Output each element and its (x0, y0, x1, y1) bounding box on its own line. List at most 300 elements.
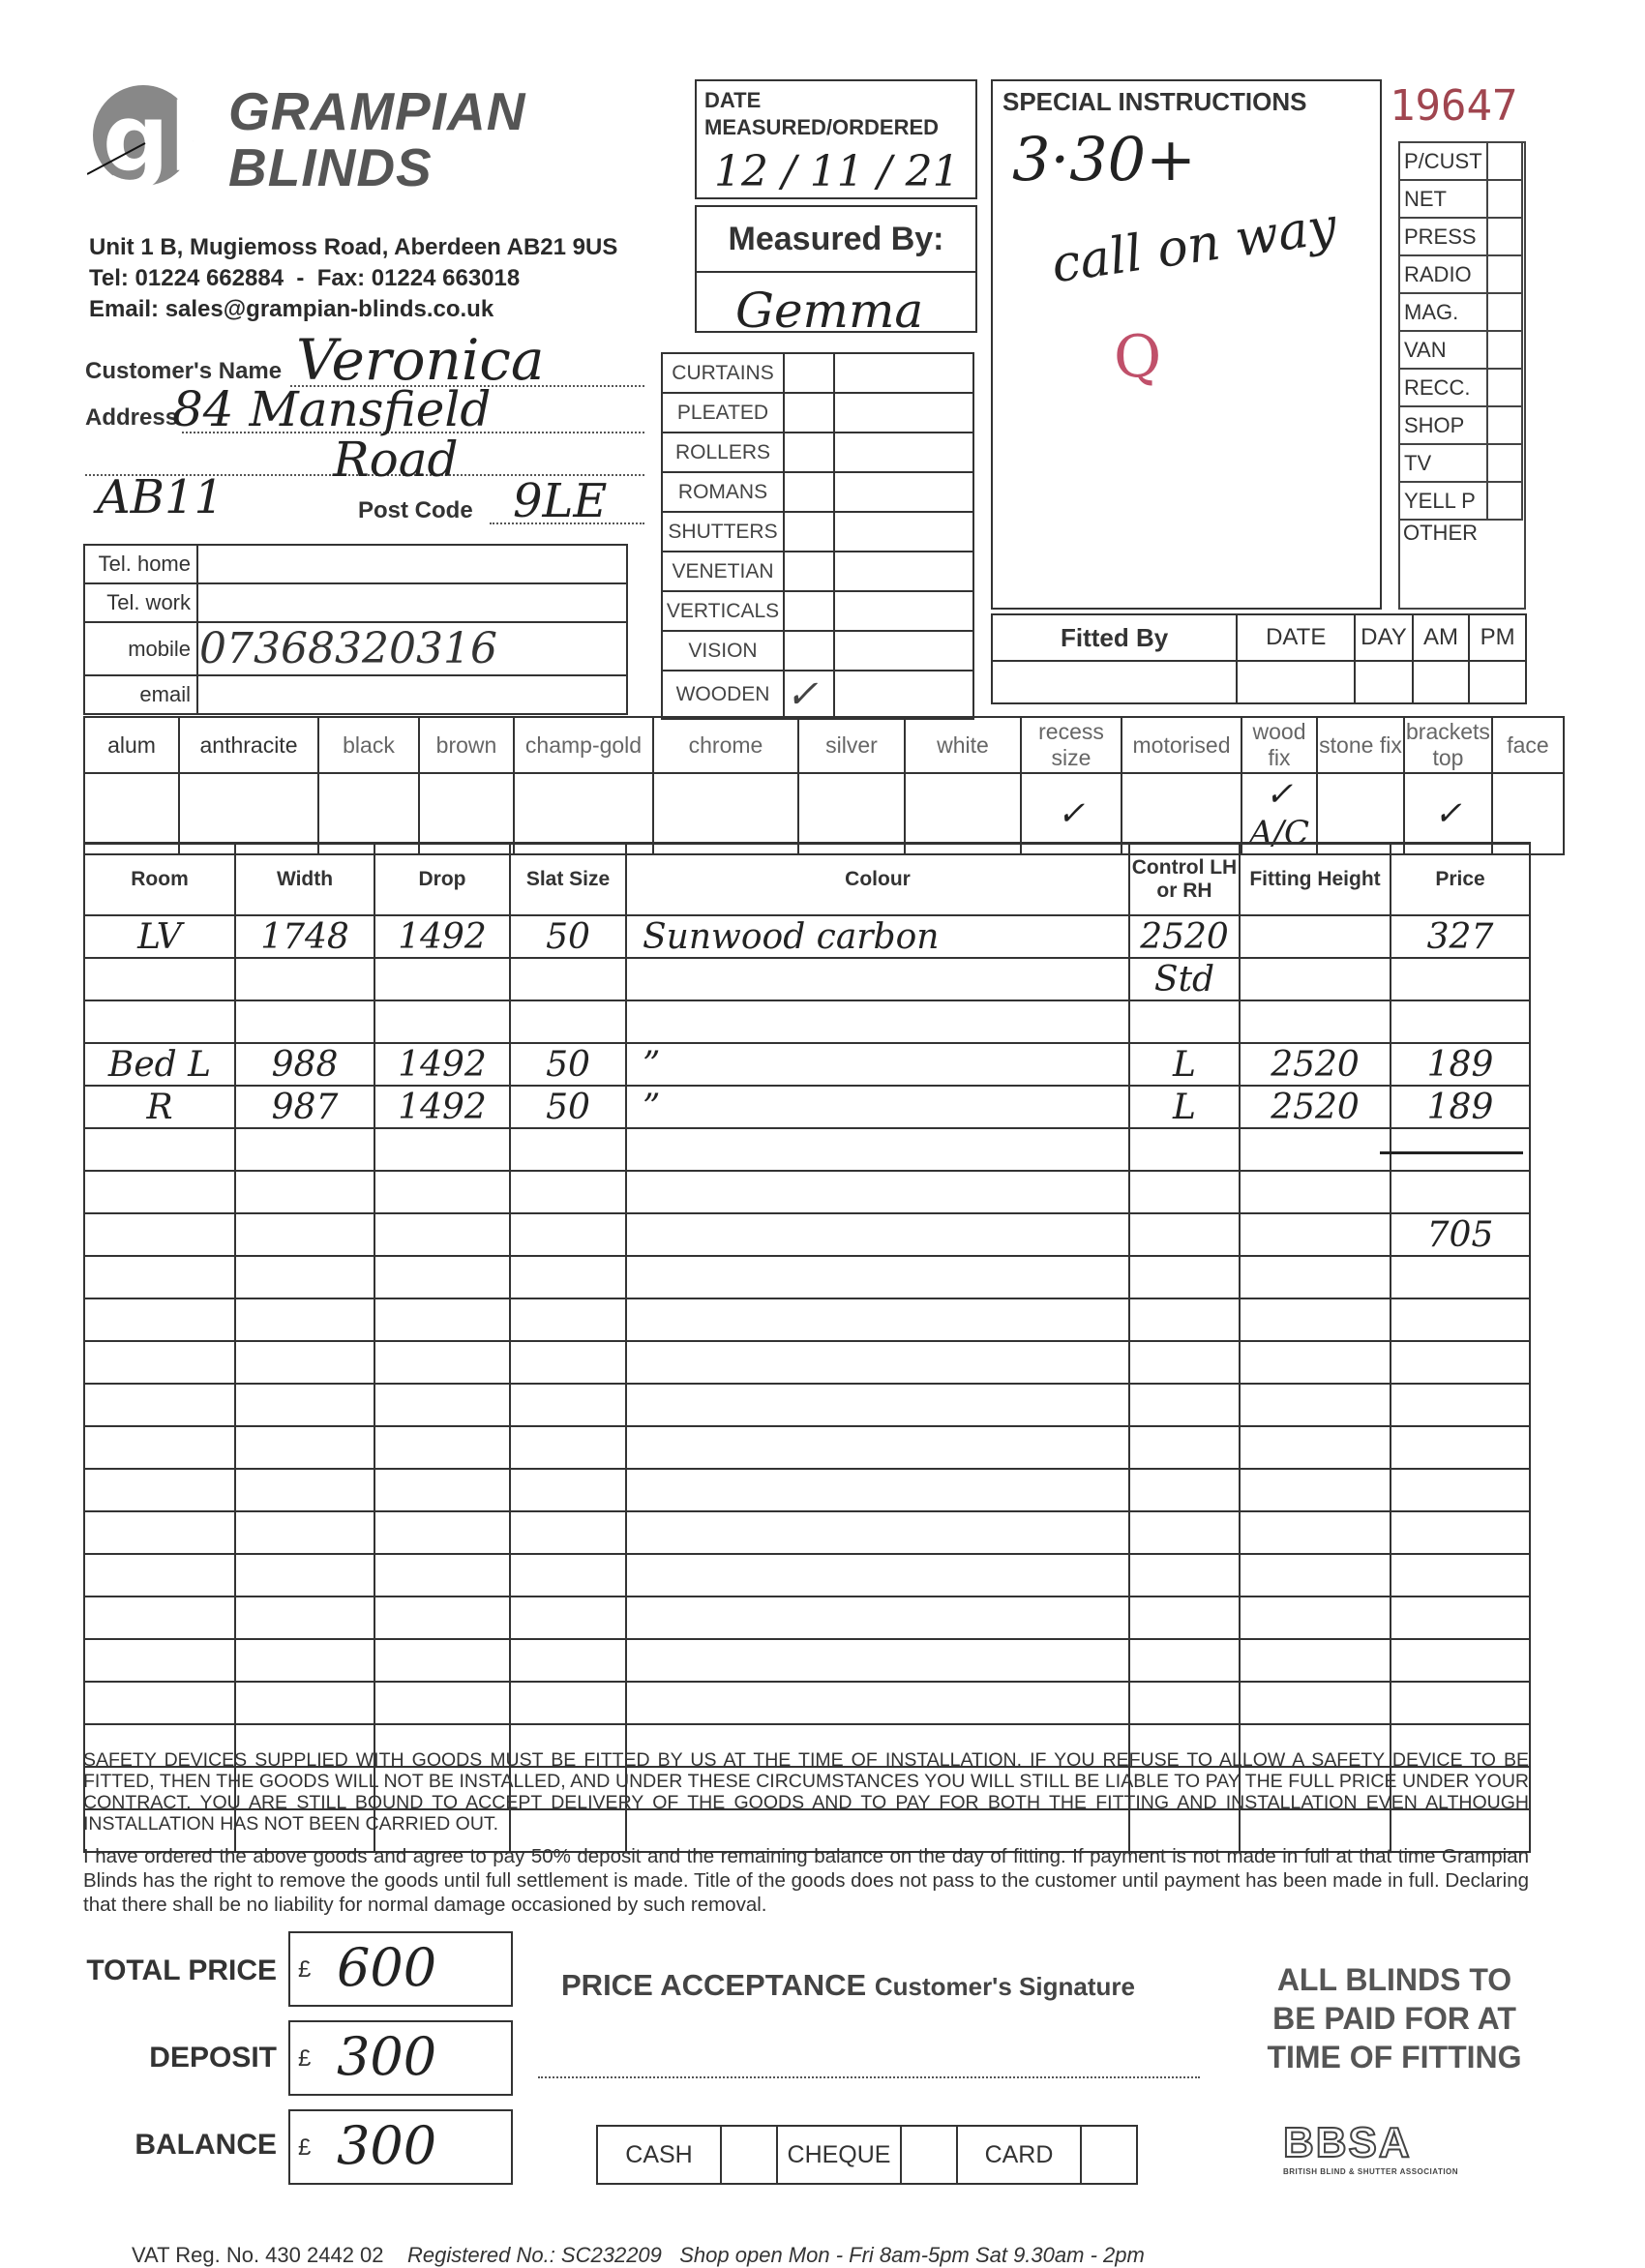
table-cell[interactable] (626, 958, 1129, 1000)
payment-method-table (596, 2125, 1138, 2185)
table-cell[interactable] (84, 1256, 235, 1298)
table-cell[interactable]: 2520 (1129, 915, 1240, 958)
deposit-box (288, 2020, 513, 2096)
source-checkbox[interactable] (1487, 255, 1522, 293)
table-cell[interactable] (1240, 1384, 1391, 1426)
blind-type-checkbox[interactable] (784, 631, 834, 671)
table-cell[interactable] (374, 1682, 510, 1724)
table-cell[interactable] (510, 1682, 626, 1724)
customer-name-label: Customer's Name (85, 358, 283, 384)
table-cell[interactable] (235, 1682, 374, 1724)
table-cell[interactable] (1391, 1426, 1530, 1469)
table-cell[interactable] (626, 1128, 1129, 1171)
table-cell[interactable] (1391, 1384, 1530, 1426)
source-label: OTHER (1403, 521, 1478, 545)
table-cell[interactable] (1129, 1511, 1240, 1554)
items-column-header: Fitting Height (1240, 844, 1391, 916)
date-measured-box (695, 79, 977, 199)
special-note-q[interactable]: Q (1114, 323, 1162, 391)
logo-letters: gb (103, 84, 232, 193)
table-cell[interactable] (1391, 1554, 1530, 1597)
source-checkbox[interactable] (1487, 293, 1522, 331)
table-cell[interactable] (374, 1000, 510, 1043)
shop-hours: Shop open Mon - Fri 8am-5pm Sat 9.30am - 2pm (679, 2243, 1145, 2267)
table-cell[interactable] (1129, 1256, 1240, 1298)
table-cell[interactable] (510, 1384, 626, 1426)
table-cell[interactable] (374, 1384, 510, 1426)
source-row (1399, 331, 1522, 369)
table-cell[interactable] (84, 958, 235, 1000)
table-cell[interactable] (235, 1639, 374, 1682)
measured-by-value[interactable]: Gemma (735, 283, 924, 339)
table-cell[interactable]: 987 (235, 1086, 374, 1128)
special-note-call[interactable]: call on way (1048, 196, 1340, 295)
table-cell[interactable] (1240, 1128, 1391, 1171)
table-cell[interactable] (1240, 1554, 1391, 1597)
blind-type-checkbox[interactable] (784, 472, 834, 512)
table-cell[interactable] (374, 1554, 510, 1597)
table-cell[interactable]: 1492 (374, 915, 510, 958)
measured-by-box (695, 205, 977, 339)
source-checkbox[interactable] (1487, 218, 1522, 255)
table-cell[interactable] (1391, 1298, 1530, 1341)
colour-option-label: recess size (1021, 717, 1122, 773)
table-cell[interactable] (235, 1256, 374, 1298)
table-cell[interactable] (84, 1426, 235, 1469)
table-cell[interactable] (1129, 1469, 1240, 1511)
source-row (1399, 520, 1522, 556)
blind-type-label: CURTAINS (662, 353, 784, 393)
table-cell[interactable] (374, 1341, 510, 1384)
total-price-label: TOTAL PRICE (86, 1955, 277, 1986)
safety-terms: SAFETY DEVICES SUPPLIED WITH GOODS MUST BE FITTED BY US AT THE TIME OF INSTALLATION. IF YOU REFUSE TO ALLOW A SAFETY DEVICE TO BE FITTED, THEN THE GOODS WILL NOT BE INSTALLED, AND UNDER THESE CIRCUMSTANCES YOU WILL STILL BE LIABLE TO PAY THE FULL PRICE UNDER YOUR CONTRACT. YOU ARE STILL BOUND TO ACCEPT DELIVERY OF THE GOODS AND TO PAY FOR BOTH THE FITTING AND INSTALLATION EVEN ALTHOUGH INSTALLATION HAS NOT BEEN CARRIED OUT. (83, 1749, 1529, 1835)
table-cell[interactable] (1129, 1000, 1240, 1043)
blind-type-checkbox[interactable] (784, 591, 834, 631)
table-cell[interactable]: 50 (510, 1043, 626, 1086)
table-cell[interactable] (626, 1511, 1129, 1554)
table-cell[interactable] (1240, 1639, 1391, 1682)
table-cell[interactable] (1391, 1597, 1530, 1639)
source-label: PRESS (1399, 218, 1487, 255)
colour-option-label: silver (798, 717, 905, 773)
table-cell[interactable] (626, 1213, 1129, 1256)
source-row (1399, 406, 1522, 444)
table-cell[interactable]: LV (84, 915, 235, 958)
table-cell[interactable] (374, 1256, 510, 1298)
table-cell[interactable] (235, 1213, 374, 1256)
postcode-label: Post Code (358, 497, 473, 523)
table-cell[interactable] (235, 1000, 374, 1043)
table-cell[interactable] (626, 1000, 1129, 1043)
company-address: Unit 1 B, Mugiemoss Road, Aberdeen AB21 9US (89, 234, 618, 260)
table-cell[interactable] (374, 1469, 510, 1511)
special-note-time[interactable]: 3·30+ (1012, 124, 1196, 194)
table-cell[interactable] (1240, 1256, 1391, 1298)
table-cell[interactable]: Sunwood carbon (626, 915, 1129, 958)
blind-type-label: ROMANS (662, 472, 784, 512)
source-row (1399, 482, 1522, 520)
blind-type-row (662, 671, 973, 719)
blind-type-label: VERTICALS (662, 591, 784, 631)
phone-value[interactable] (197, 545, 627, 583)
total-price-value[interactable]: 600 (337, 1937, 437, 1998)
table-cell[interactable] (626, 1256, 1129, 1298)
blind-type-row (662, 393, 973, 433)
source-label: P/CUST (1399, 142, 1487, 180)
source-label: SHOP (1399, 406, 1487, 444)
table-cell[interactable] (84, 1384, 235, 1426)
table-cell[interactable] (1129, 1682, 1240, 1724)
table-cell[interactable] (235, 1341, 374, 1384)
table-cell[interactable] (235, 1511, 374, 1554)
table-cell[interactable] (84, 1469, 235, 1511)
table-row (84, 1000, 1530, 1043)
table-cell[interactable] (510, 1000, 626, 1043)
colour-option-label: brown (419, 717, 514, 773)
table-cell[interactable] (84, 1298, 235, 1341)
table-row (84, 1043, 1530, 1086)
table-cell[interactable] (1391, 958, 1530, 1000)
subtotal-line (1380, 1151, 1523, 1154)
table-cell[interactable] (374, 1426, 510, 1469)
items-table (83, 842, 1529, 1853)
date-measured-value[interactable]: 12 / 11 / 21 (714, 147, 960, 196)
source-label: NET (1399, 180, 1487, 218)
blind-type-label: VENETIAN (662, 552, 784, 591)
source-row (1399, 293, 1522, 331)
table-cell[interactable] (84, 1639, 235, 1682)
blind-type-label: WOODEN (662, 671, 784, 719)
table-cell[interactable]: ” (626, 1043, 1129, 1086)
table-cell[interactable] (1240, 1213, 1391, 1256)
table-cell[interactable]: ” (626, 1086, 1129, 1128)
table-row (84, 1597, 1530, 1639)
table-cell[interactable] (510, 1171, 626, 1213)
blind-type-notes[interactable] (834, 353, 973, 393)
phone-label: mobile (84, 622, 197, 675)
table-cell[interactable] (84, 1511, 235, 1554)
table-cell[interactable] (510, 1639, 626, 1682)
table-cell[interactable] (235, 1597, 374, 1639)
table-cell[interactable] (626, 1384, 1129, 1426)
table-row (84, 1213, 1530, 1256)
table-cell[interactable] (510, 1554, 626, 1597)
table-cell[interactable] (1240, 1469, 1391, 1511)
blind-type-row (662, 353, 973, 393)
table-cell[interactable] (1240, 1426, 1391, 1469)
table-cell[interactable] (1240, 1597, 1391, 1639)
table-cell[interactable]: 189 (1391, 1043, 1530, 1086)
table-cell[interactable]: Std (1129, 958, 1240, 1000)
customer-signature-label: Customer's Signature (874, 1972, 1135, 2001)
table-cell[interactable] (374, 1298, 510, 1341)
items-column-header: Drop (374, 844, 510, 916)
order-number: 19647 (1390, 81, 1518, 131)
table-cell[interactable]: 189 (1391, 1086, 1530, 1128)
source-list (1398, 141, 1526, 556)
items-column-header: Width (235, 844, 374, 916)
table-cell[interactable] (84, 1128, 235, 1171)
source-row (1399, 142, 1522, 180)
table-cell[interactable] (84, 1213, 235, 1256)
table-cell[interactable] (1240, 1298, 1391, 1341)
items-column-header: Colour (626, 844, 1129, 916)
table-cell[interactable] (1240, 1171, 1391, 1213)
table-cell[interactable] (84, 1554, 235, 1597)
fitted-date-value[interactable] (1237, 661, 1355, 703)
table-cell[interactable] (235, 1469, 374, 1511)
table-cell[interactable] (1129, 1384, 1240, 1426)
table-cell[interactable] (235, 1298, 374, 1341)
source-checkbox[interactable] (1487, 444, 1522, 482)
table-cell[interactable] (1391, 1341, 1530, 1384)
table-cell[interactable] (374, 1639, 510, 1682)
phone-row (84, 545, 627, 583)
colour-option-mark[interactable]: ✓ (1404, 773, 1492, 854)
blind-type-row (662, 433, 973, 472)
colour-option-label: chrome (653, 717, 798, 773)
phone-value[interactable] (197, 583, 627, 622)
footer (132, 2243, 1145, 2268)
blind-type-notes[interactable] (834, 671, 973, 719)
balance-value[interactable]: 300 (337, 2115, 437, 2176)
table-cell[interactable]: 2520 (1240, 1043, 1391, 1086)
colour-option-label: wood fix (1241, 717, 1317, 773)
company-contact (89, 232, 617, 325)
colour-option-mark[interactable]: ✓ A/C (1241, 773, 1317, 854)
payment-method-checkbox[interactable] (901, 2126, 957, 2184)
customer-name-value[interactable]: Veronica (296, 327, 545, 393)
source-label: RADIO (1399, 255, 1487, 293)
blind-type-notes[interactable] (834, 472, 973, 512)
fitted-am-value[interactable] (1413, 661, 1470, 703)
phone-label: email (84, 675, 197, 714)
table-cell[interactable] (510, 1298, 626, 1341)
payment-method-checkbox[interactable] (721, 2126, 777, 2184)
blind-type-notes[interactable] (834, 512, 973, 552)
table-cell[interactable] (1129, 1128, 1240, 1171)
table-cell[interactable] (1129, 1171, 1240, 1213)
table-cell[interactable] (1391, 1000, 1530, 1043)
table-cell[interactable] (1391, 1256, 1530, 1298)
table-cell[interactable]: 2520 (1240, 1086, 1391, 1128)
table-cell[interactable] (510, 1128, 626, 1171)
table-cell[interactable] (374, 1213, 510, 1256)
special-instructions-label: SPECIAL INSTRUCTIONS (1002, 87, 1307, 116)
table-row (84, 1511, 1530, 1554)
blind-type-label: PLEATED (662, 393, 784, 433)
source-row (1399, 180, 1522, 218)
table-cell[interactable]: 327 (1391, 915, 1530, 958)
table-row (84, 1256, 1530, 1298)
fitted-day-value[interactable] (1355, 661, 1412, 703)
currency-symbol: £ (298, 2134, 312, 2161)
table-cell[interactable] (626, 1639, 1129, 1682)
table-cell[interactable] (626, 1682, 1129, 1724)
table-cell[interactable] (1240, 1341, 1391, 1384)
fitted-date-label: DATE (1237, 614, 1355, 661)
phone-row (84, 583, 627, 622)
table-cell[interactable]: 988 (235, 1043, 374, 1086)
table-cell[interactable] (1240, 958, 1391, 1000)
blind-type-notes[interactable] (834, 631, 973, 671)
table-cell[interactable]: R (84, 1086, 235, 1128)
source-label: MAG. (1399, 293, 1487, 331)
address-value-2[interactable]: Road (333, 432, 459, 488)
blind-type-checkbox[interactable] (784, 512, 834, 552)
table-cell[interactable] (510, 1341, 626, 1384)
table-cell[interactable]: 50 (510, 1086, 626, 1128)
table-cell[interactable] (1391, 1171, 1530, 1213)
table-cell[interactable] (235, 1128, 374, 1171)
source-checkbox[interactable] (1487, 520, 1522, 556)
fitted-by-box (991, 613, 1527, 702)
blind-type-notes[interactable] (834, 591, 973, 631)
items-column-header: Room (84, 844, 235, 916)
table-cell[interactable]: 1748 (235, 915, 374, 958)
address-value-1[interactable]: 84 Mansfield (172, 381, 492, 437)
table-cell[interactable] (235, 1554, 374, 1597)
table-cell[interactable] (374, 958, 510, 1000)
table-cell[interactable] (374, 1511, 510, 1554)
source-checkbox[interactable] (1487, 406, 1522, 444)
colour-option-mark[interactable]: ✓ (1021, 773, 1122, 854)
table-cell[interactable] (626, 1469, 1129, 1511)
fitted-by-value[interactable] (992, 661, 1237, 703)
signature-line[interactable] (538, 2076, 1200, 2078)
payment-method-checkbox[interactable] (1081, 2126, 1137, 2184)
vat-number: VAT Reg. No. 430 2442 02 (132, 2243, 384, 2267)
blind-type-notes[interactable] (834, 393, 973, 433)
source-checkbox[interactable] (1487, 180, 1522, 218)
table-row (84, 1639, 1530, 1682)
source-checkbox[interactable] (1487, 369, 1522, 406)
table-row (84, 1128, 1530, 1171)
table-cell[interactable] (510, 1469, 626, 1511)
table-cell[interactable] (1391, 1511, 1530, 1554)
table-row (84, 1554, 1530, 1597)
blind-type-table (661, 352, 974, 720)
table-cell[interactable] (1391, 1639, 1530, 1682)
table-cell[interactable] (374, 1597, 510, 1639)
table-cell[interactable] (1391, 1469, 1530, 1511)
price-acceptance-label: PRICE ACCEPTANCE (561, 1968, 867, 2002)
phone-row (84, 622, 627, 675)
blind-type-checkbox[interactable] (784, 393, 834, 433)
table-cell[interactable] (626, 1426, 1129, 1469)
table-cell[interactable] (84, 1597, 235, 1639)
items-column-header: Control LH or RH (1129, 844, 1240, 916)
table-cell[interactable] (84, 1341, 235, 1384)
table-cell[interactable] (1129, 1639, 1240, 1682)
phone-value[interactable]: 07368320316 (197, 622, 627, 675)
table-cell[interactable] (1240, 915, 1391, 958)
table-cell[interactable] (510, 958, 626, 1000)
table-cell[interactable] (1129, 1597, 1240, 1639)
blind-type-checkbox[interactable] (784, 552, 834, 591)
table-cell[interactable] (626, 1597, 1129, 1639)
table-cell[interactable] (374, 1171, 510, 1213)
table-cell[interactable]: 50 (510, 915, 626, 958)
table-row (84, 1384, 1530, 1426)
table-cell[interactable]: 1492 (374, 1086, 510, 1128)
company-logo (87, 75, 232, 201)
fitted-by-label: Fitted By (992, 614, 1237, 661)
table-cell[interactable] (510, 1213, 626, 1256)
table-cell[interactable]: 1492 (374, 1043, 510, 1086)
phone-value[interactable] (197, 675, 627, 714)
table-cell[interactable] (235, 1384, 374, 1426)
table-cell[interactable] (84, 1000, 235, 1043)
blind-type-row (662, 591, 973, 631)
table-cell[interactable] (1129, 1298, 1240, 1341)
fitted-pm-value[interactable] (1469, 661, 1526, 703)
table-cell[interactable]: Bed L (84, 1043, 235, 1086)
table-cell[interactable] (235, 958, 374, 1000)
table-cell[interactable] (1240, 1511, 1391, 1554)
table-cell[interactable] (374, 1128, 510, 1171)
table-cell[interactable] (1129, 1213, 1240, 1256)
source-checkbox[interactable] (1487, 142, 1522, 180)
source-checkbox[interactable] (1487, 331, 1522, 369)
table-cell[interactable] (626, 1171, 1129, 1213)
table-cell[interactable] (1129, 1426, 1240, 1469)
table-cell[interactable]: L (1129, 1043, 1240, 1086)
table-cell[interactable] (626, 1298, 1129, 1341)
blind-type-notes[interactable] (834, 552, 973, 591)
blind-type-notes[interactable] (834, 433, 973, 472)
table-cell[interactable]: L (1129, 1086, 1240, 1128)
blind-type-checkbox[interactable] (784, 353, 834, 393)
table-cell[interactable] (84, 1171, 235, 1213)
source-checkbox[interactable] (1487, 482, 1522, 520)
blind-type-checkbox[interactable]: ✓ (784, 671, 834, 719)
table-cell[interactable] (510, 1597, 626, 1639)
table-row (84, 1086, 1530, 1128)
source-label: VAN (1399, 331, 1487, 369)
table-cell[interactable] (1240, 1000, 1391, 1043)
table-cell[interactable] (510, 1426, 626, 1469)
company-email: Email: sales@grampian-blinds.co.uk (89, 296, 494, 322)
postcode-part2[interactable]: 9LE (513, 474, 608, 528)
blind-type-label: ROLLERS (662, 433, 784, 472)
table-row (84, 1426, 1530, 1469)
table-cell[interactable] (84, 1682, 235, 1724)
table-cell[interactable] (235, 1171, 374, 1213)
postcode-part1[interactable]: AB11 (97, 470, 224, 524)
colour-option-label: alum (84, 717, 179, 773)
company-phones: Tel: 01224 662884 - Fax: 01224 663018 (89, 265, 521, 291)
colour-option-label: face (1492, 717, 1564, 773)
table-cell[interactable] (1129, 1554, 1240, 1597)
table-cell[interactable] (510, 1511, 626, 1554)
table-cell[interactable] (1391, 1682, 1530, 1724)
table-cell[interactable] (510, 1256, 626, 1298)
deposit-value[interactable]: 300 (337, 2026, 437, 2087)
table-cell[interactable]: 705 (1391, 1213, 1530, 1256)
table-cell[interactable] (1129, 1341, 1240, 1384)
source-row (1399, 218, 1522, 255)
payment-notice: ALL BLINDS TO BE PAID FOR AT TIME OF FITTING (1267, 1962, 1522, 2074)
source-label: RECC. (1399, 369, 1487, 406)
table-cell[interactable] (626, 1341, 1129, 1384)
table-cell[interactable] (1240, 1682, 1391, 1724)
table-cell[interactable] (1391, 1128, 1530, 1171)
table-row (84, 1341, 1530, 1384)
table-cell[interactable] (626, 1554, 1129, 1597)
blind-type-checkbox[interactable] (784, 433, 834, 472)
table-cell[interactable] (235, 1426, 374, 1469)
